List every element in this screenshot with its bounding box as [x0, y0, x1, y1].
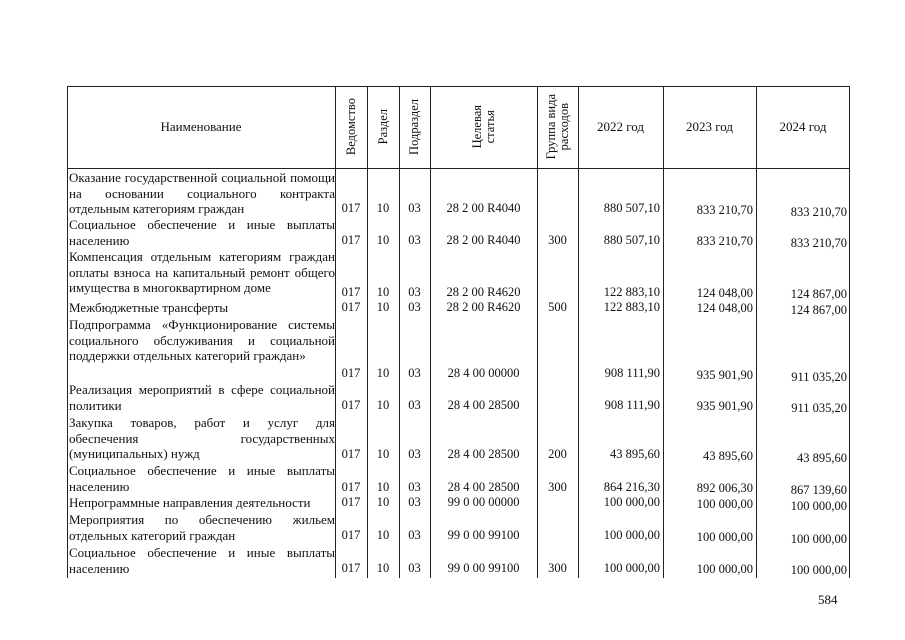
cell-2022: 122 883,10: [603, 285, 660, 299]
cell-razdel: 10: [376, 480, 390, 494]
cell-razdel: 10: [376, 398, 390, 412]
cell-2022: 880 507,10: [603, 233, 660, 247]
cell-vedomstvo: 017: [341, 366, 361, 380]
cell-vedomstvo: 017: [341, 561, 361, 575]
cell-razdel: 10: [376, 561, 390, 575]
table-row-name: Социальное обеспечение и иные выплаты населению: [69, 463, 335, 494]
table-row-name: Компенсация отдельным категориям граждан оплаты взноса на капитальный ремонт общего имущества в многоквартирном доме: [69, 249, 335, 296]
cell-2022: 43 895,60: [610, 447, 660, 461]
cell-2022: 864 216,30: [603, 480, 660, 494]
cell-celevaya: 28 2 00 R4040: [446, 233, 521, 247]
cell-podrazdel: 03: [408, 528, 421, 542]
table-row-name: Реализация мероприятий в сфере социальной политики: [69, 382, 335, 413]
header-vedomstvo-label: Ведомство: [343, 98, 358, 156]
cell-2022: 880 507,10: [603, 201, 660, 215]
cell-podrazdel: 03: [408, 495, 421, 509]
cell-podrazdel: 03: [408, 285, 421, 299]
cell-gruppa: 200: [548, 447, 567, 461]
cell-2023: 100 000,00: [696, 530, 753, 544]
cell-podrazdel: 03: [408, 480, 421, 494]
cell-celevaya: 99 0 00 99100: [447, 561, 520, 575]
header-vedomstvo: [335, 86, 367, 168]
cell-gruppa: 300: [548, 233, 567, 247]
column-divider: [849, 86, 850, 578]
table-row-name: Оказание государственной социальной помощи на основании социального контракта отдельным категориям граждан: [69, 170, 335, 217]
cell-2024: 867 139,60: [790, 483, 847, 497]
cell-celevaya: 28 4 00 28500: [447, 398, 520, 412]
cell-2023: 935 901,90: [696, 399, 753, 413]
header-gruppa-line2: расходов: [556, 103, 571, 151]
cell-razdel: 10: [376, 300, 390, 314]
header-2022: [578, 86, 663, 168]
cell-vedomstvo: 017: [341, 285, 361, 299]
table-row-name: Подпрограмма «Функционирование системы социального обслуживания и социальной поддержки отдельных категорий граждан»: [69, 317, 335, 364]
cell-2024: 100 000,00: [790, 532, 847, 546]
budget-table: [67, 86, 850, 578]
cell-2023: 833 210,70: [696, 203, 753, 217]
cell-vedomstvo: 017: [341, 300, 361, 314]
cell-podrazdel: 03: [408, 300, 421, 314]
cell-podrazdel: 03: [408, 447, 421, 461]
table-row-name: Социальное обеспечение и иные выплаты населению: [69, 545, 335, 576]
cell-razdel: 10: [376, 528, 390, 542]
cell-2024: 43 895,60: [797, 451, 847, 465]
table-row-name: Закупка товаров, работ и услуг для обеспечения государственных (муниципальных) нужд: [69, 415, 335, 462]
cell-2023: 124 048,00: [696, 301, 753, 315]
page-number: 584: [818, 592, 838, 607]
cell-razdel: 10: [376, 285, 390, 299]
cell-celevaya: 28 4 00 28500: [447, 480, 520, 494]
table-top-border: [67, 86, 850, 87]
cell-2023: 100 000,00: [696, 562, 753, 576]
cell-2022: 122 883,10: [603, 300, 660, 314]
cell-celevaya: 28 2 00 R4620: [446, 300, 521, 314]
cell-gruppa: 500: [548, 300, 567, 314]
cell-2024: 833 210,70: [790, 236, 847, 250]
cell-2024: 911 035,20: [791, 401, 847, 415]
header-gruppa-label: [545, 94, 571, 159]
cell-vedomstvo: 017: [341, 398, 361, 412]
cell-podrazdel: 03: [408, 201, 421, 215]
header-celevaya-label: [471, 105, 497, 148]
table-row-name: Мероприятия по обеспечению жильем отдельных категорий граждан: [69, 512, 335, 543]
cell-celevaya: 28 4 00 28500: [447, 447, 520, 461]
table-row-name: Межбюджетные трансферты: [69, 300, 229, 315]
cell-2023: 833 210,70: [696, 234, 753, 248]
cell-razdel: 10: [376, 447, 390, 461]
cell-2023: 43 895,60: [703, 449, 753, 463]
table-row-name: Социальное обеспечение и иные выплаты населению: [69, 217, 335, 248]
cell-2022: 100 000,00: [603, 495, 660, 509]
cell-podrazdel: 03: [408, 561, 421, 575]
cell-gruppa: 300: [548, 561, 567, 575]
cell-2024: 911 035,20: [791, 370, 847, 384]
header-celevaya: [430, 86, 537, 168]
cell-podrazdel: 03: [408, 233, 421, 247]
cell-2022: 100 000,00: [603, 561, 660, 575]
header-celevaya-line2: статья: [482, 110, 497, 144]
cell-celevaya: 28 4 00 00000: [447, 366, 520, 380]
cell-vedomstvo: 017: [341, 480, 361, 494]
header-podrazdel-label: Подраздел: [407, 99, 421, 155]
cell-2024: 124 867,00: [790, 303, 847, 317]
header-2024: [756, 86, 850, 168]
cell-2023: 124 048,00: [696, 286, 753, 300]
cell-2024: 100 000,00: [790, 499, 847, 513]
cell-podrazdel: 03: [408, 398, 421, 412]
column-divider: [537, 86, 538, 578]
cell-celevaya: 28 2 00 R4040: [446, 201, 521, 215]
cell-2022: 908 111,90: [604, 398, 660, 412]
cell-vedomstvo: 017: [341, 201, 361, 215]
header-gruppa: [537, 86, 578, 168]
cell-celevaya: 28 2 00 R4620: [446, 285, 521, 299]
cell-2023: 935 901,90: [696, 368, 753, 382]
header-2023: [663, 86, 756, 168]
cell-2022: 100 000,00: [603, 528, 660, 542]
column-divider: [67, 86, 68, 578]
cell-vedomstvo: 017: [341, 447, 361, 461]
cell-razdel: 10: [376, 495, 390, 509]
cell-2023: 892 006,30: [696, 481, 753, 495]
cell-2024: 833 210,70: [790, 205, 847, 219]
header-bottom-border: [67, 168, 850, 169]
cell-gruppa: 300: [548, 480, 567, 494]
cell-vedomstvo: 017: [341, 528, 361, 542]
header-2024-label: 2024 год: [779, 119, 827, 134]
cell-2024: 124 867,00: [790, 287, 847, 301]
header-name-label: Наименование: [160, 119, 242, 134]
cell-razdel: 10: [376, 201, 390, 215]
cell-celevaya: 99 0 00 00000: [447, 495, 520, 509]
table-row-name: Непрограммные направления деятельности: [69, 495, 311, 510]
cell-2022: 908 111,90: [604, 366, 660, 380]
cell-razdel: 10: [376, 233, 390, 247]
header-2023-label: 2023 год: [686, 119, 733, 134]
header-podrazdel: [399, 86, 430, 168]
cell-2024: 100 000,00: [790, 563, 847, 577]
cell-celevaya: 99 0 00 99100: [447, 528, 520, 542]
cell-razdel: 10: [376, 366, 390, 380]
header-celevaya-line1: Целевая: [469, 105, 484, 149]
cell-vedomstvo: 017: [341, 495, 361, 509]
cell-podrazdel: 03: [408, 366, 421, 380]
header-razdel: [367, 86, 399, 168]
header-gruppa-line1: Группа вида: [543, 94, 558, 160]
header-name: [67, 86, 335, 168]
header-2022-label: 2022 год: [597, 119, 644, 134]
cell-vedomstvo: 017: [341, 233, 361, 247]
header-razdel-label: Раздел: [375, 109, 390, 145]
cell-2023: 100 000,00: [696, 497, 753, 511]
